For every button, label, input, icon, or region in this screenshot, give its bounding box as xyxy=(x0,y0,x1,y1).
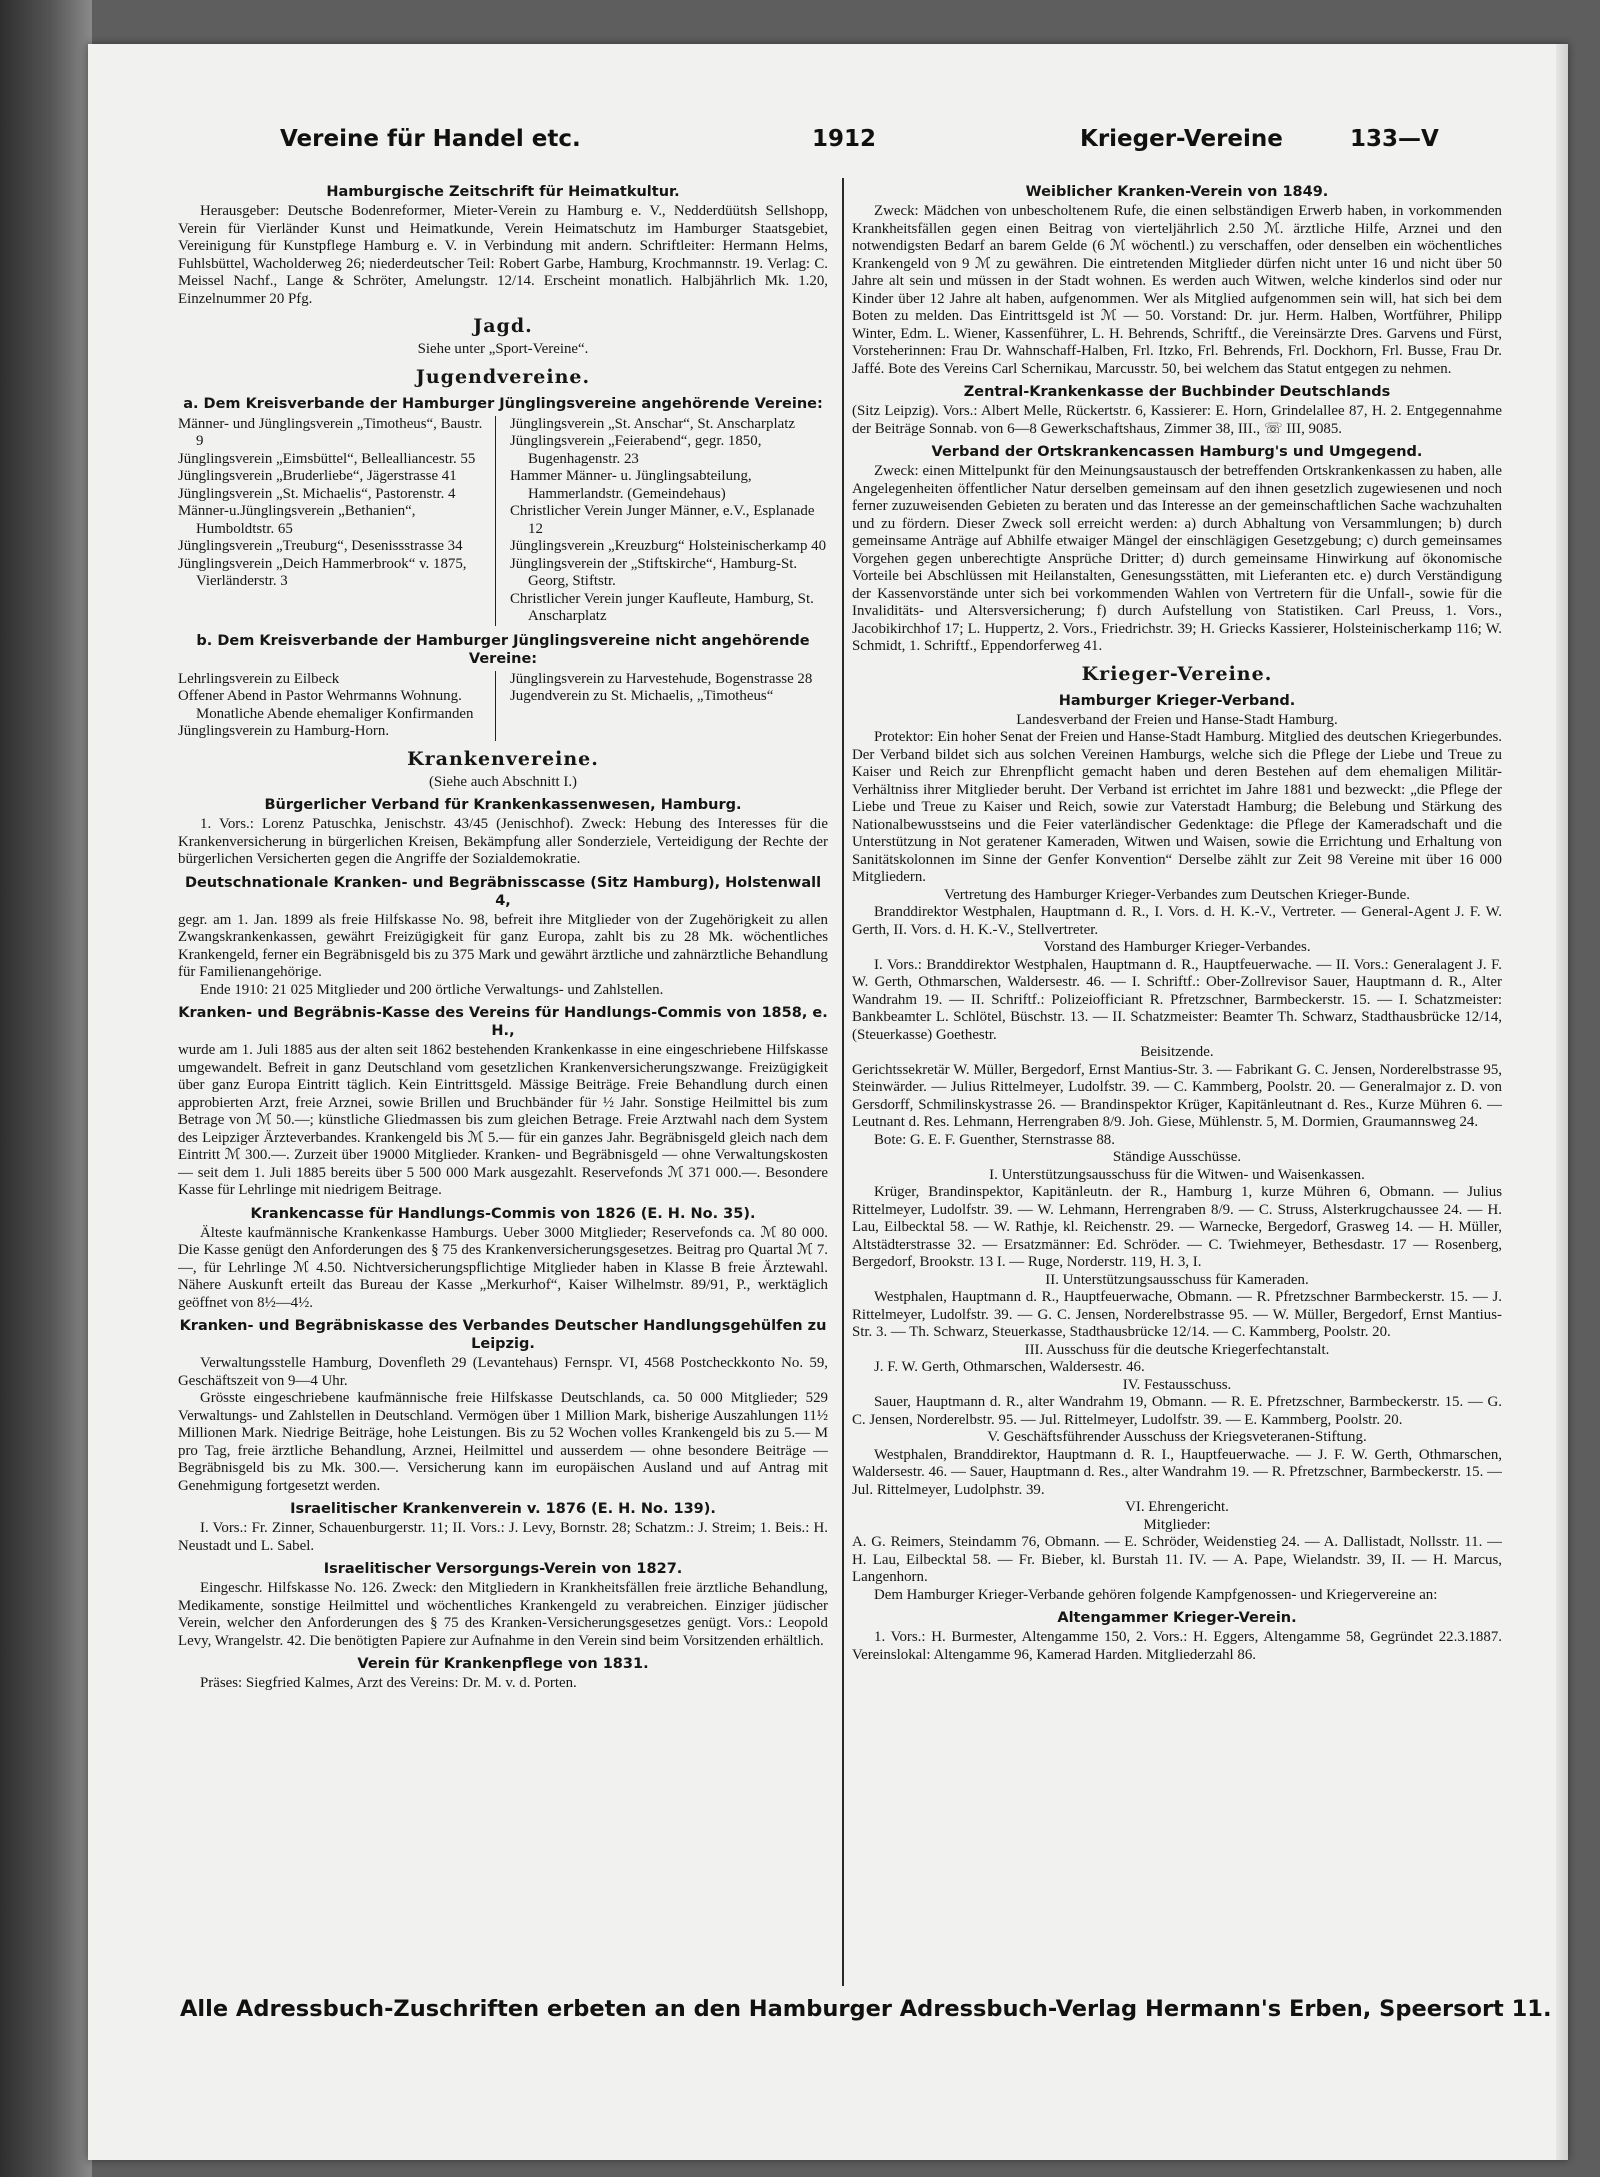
entry-text: Westphalen, Branddirektor, Hauptmann d. R. I., Hauptfeuerwache. — J. F. W. Gerth, Othmarschen, Waldersestr. 46. — Sauer, Hauptmann d. Res., alter Wandrahm 19. — R. Pfretzschner, Barmbeckerstr. 15. — Jul. Rittelmeyer, Ludolphstr. 39. xyxy=(852,1446,1502,1498)
entry-text: Zweck: einen Mittelpunkt für den Meinungsaustausch der betreffenden Ortskrankenkassen zu haben, alle Angelegenheiten öffentlicher Natur derselben gemeinsam auf den ihnen gesetzlich zugewiesenen und noch ferner zuzuweisenden Gebieten zu beraten und das Interesse an der gemeinschaftlichen Sache wachzuhalten und zu fördern. Dieser Zweck soll erreicht werden: a) durch Abhaltung von Versammlungen; b) durch gemeinsame Anträge auf Abhilfe etwaiger Mängel der einschlägigen Gesetzgebung; c) durch gemeinsames Vorgehen gegen unberechtigte Ansprüche Dritter; d) durch gemeinsame Hinwirkung auf ökonomische Vorteile bei Abschlüssen mit Heilanstalten, Genesungsstätten, mit Lieferanten etc. e) durch Verständigung der Kassenvorstände unter sich bei vorkommenden Wahlen von Vertretern für die Unfall-, sowie für die Invaliditäts- und Altersversicherung; f) durch Aufstellung von Statistiken. Carl Preuss, 1. Vors., Jacobikirchhof 17; L. Huppertz, 2. Vors., Friedrichstr. 39; H. Griecks Kassierer, Holsteinischerkamp 116; W. Schmidt, 1. Schriftf., Eppendorferweg 41. xyxy=(852,463,1502,654)
entry-title: Kranken- und Begräbnis-Kasse des Vereins für Handlungs-Commis von 1858, e. H., xyxy=(178,1005,828,1039)
entry-text: Verwaltungsstelle Hamburg, Dovenfleth 29 (Levantehaus) Fernspr. VI, 4568 Postcheckkonto No. 59, Geschäftszeit von 9—4 Uhr. xyxy=(178,1355,828,1389)
entry-title: Altengammer Krieger-Verein. xyxy=(1057,1610,1297,1626)
association-list-left xyxy=(178,416,496,626)
list-item: Jünglingsverein der „Stiftskirche“, Hamburg-St. Georg, Stiftstr. xyxy=(510,555,798,589)
entry-title: a. Dem Kreisverbande der Hamburger Jünglingsvereine angehörende Vereine: xyxy=(183,395,823,412)
list-item: Jünglingsverein „St. Michaelis“, Pastorenstr. 4 xyxy=(178,485,456,502)
entry-text: Eingeschr. Hilfskasse No. 126. Zweck: den Mitgliedern in Krankheitsfällen freie ärztliche Behandlung, Medikamente, sonstige Heilmittel und wöchentliches Krankengeld zu verabreichen. Einziger jüdischer Verein, welcher den Anforderungen des § 75 des Kranken-Versicherungsgesetzes genügt. Vors.: Leopold Levy, Wrangelstr. 42. Die benötigten Papiere zur Aufnahme in den Verein sind beim Vorsitzenden erhältlich. xyxy=(178,1580,828,1649)
entry-text: J. F. W. Gerth, Othmarschen, Waldersestr. 46. xyxy=(874,1359,1145,1375)
entry-title: Krankencasse für Handlungs-Commis von 1826 (E. H. No. 35). xyxy=(250,1205,756,1222)
centered-line: (Siehe auch Abschnitt I.) xyxy=(428,773,578,790)
entry-text: I. Vors.: Fr. Zinner, Schauenburgerstr. 11; II. Vors.: J. Levy, Bornstr. 28; Schatzm.: J. Streim; 1. Beis.: H. Neustadt und L. Sabel. xyxy=(178,1520,828,1554)
entry-title: b. Dem Kreisverbande der Hamburger Jünglingsvereine nicht angehörende Vereine: xyxy=(196,632,810,667)
centered-line: II. Unterstützungsausschuss für Kameraden. xyxy=(1045,1271,1309,1288)
entry-title: Israelitischer Versorgungs-Verein von 1827. xyxy=(323,1561,683,1577)
list-item: Jünglingsverein „Treuburg“, Desenissstrasse 34 xyxy=(178,538,463,554)
centered-line: VI. Ehrengericht. xyxy=(1125,1499,1229,1515)
running-head-section: Vereine für Handel etc. xyxy=(280,126,581,152)
list-item: Jünglingsverein „Kreuzburg“ Holsteinischerkamp 40 xyxy=(510,538,827,554)
entry-title: Hamburger Krieger-Verband. xyxy=(1058,692,1296,709)
list-item: Jünglingsverein „Feierabend“, gegr. 1850, Bugenhagenstr. 23 xyxy=(510,433,762,467)
section-heading: Jugendvereine. xyxy=(415,365,591,388)
centered-line: Landesverband der Freien und Hanse-Stadt Hamburg. xyxy=(1016,711,1338,728)
entry-text: Sauer, Hauptmann d. R., alter Wandrahm 19, Obmann. — R. E. Pfretzschner, Barmbeckerstr. 15. — G. C. Jensen, Norderelbstr. 95. — Jul. Rittelmeyer, Ludolfstr. 39. — E. Kammberg, Poolstr. 20. xyxy=(852,1394,1502,1428)
list-item: Jünglingsverein „St. Anschar“, St. Anscharplatz xyxy=(510,415,795,432)
running-head-year: 1912 xyxy=(812,126,877,152)
centered-line: Siehe unter „Sport-Vereine“. xyxy=(417,341,589,357)
entry-title: Deutschnationale Kranken- und Begräbnisscasse (Sitz Hamburg), Holstenwall 4, xyxy=(184,874,822,909)
centered-line: III. Ausschuss für die deutsche Kriegerfechtanstalt. xyxy=(1024,1341,1330,1358)
list-item: Christlicher Verein junger Kaufleute, Hamburg, St. Anscharplatz xyxy=(510,590,814,624)
centered-line: Beisitzende. xyxy=(1140,1044,1214,1060)
entry-title: Zentral-Krankenkasse der Buchbinder Deutschlands xyxy=(963,384,1391,400)
list-item: Jünglingsverein „Eimsbüttel“, Bellealliancestr. 55 xyxy=(178,450,476,467)
entry-text: I. Vors.: Branddirektor Westphalen, Hauptmann d. R., Hauptfeuerwache. — II. Vors.: Generalagent J. F. W. Gerth, Othmarschen, Waldersestr. 46. — I. Schriftf.: Ober-Zollrevisor Sauer, Hauptmann d. R., Alter Wandrahm 19. — II. Schriftf.: Polizeiofficiant R. Pfretzschner, Barmbeckerstr. 15. — I. Schatzmeister: Bankbeamter L. Schlötel, Büschstr. 13. — II. Schatzmeister: Beamter Th. Schwarz, Stadthausbrücke 12/14, (Steuerkasse) Goethestr. xyxy=(852,956,1502,1043)
centered-line: Vorstand des Hamburger Krieger-Verbandes. xyxy=(1043,939,1311,955)
scan-gutter-shadow xyxy=(0,0,92,2177)
list-item: Christlicher Verein Junger Männer, e.V., Esplanade 12 xyxy=(510,503,815,537)
entry-text: Herausgeber: Deutsche Bodenreformer, Mieter-Verein zu Hamburg e. V., Nedderdüütsh Sellshopp, Verein für Vierländer Kunst und Heimatkunde, Verein Heimatschutz im Hamburger Staatsgebiet, Vereinigung für Kunstpflege Hamburg e. V. in Verbindung mit andern. Schriftleiter: Hermann Helms, Fuhlsbüttel, Wacholderweg 26; niederdeutscher Teil: Robert Garbe, Hamburg, Krochmannstr. 19. Verlag: C. Meissel Nachf., Lange & Schröter, Amelungstr. 12/14. Erscheint monatlich. Halbjährlich Mk. 1.20, Einzelnummer 20 Pfg. xyxy=(178,203,828,307)
entry-title: Verein für Krankenpflege von 1831. xyxy=(357,1656,649,1672)
entry-text: Bote: G. E. F. Guenther, Sternstrasse 88. xyxy=(874,1131,1115,1148)
centered-line: Vertretung des Hamburger Krieger-Verbandes zum Deutschen Krieger-Bunde. xyxy=(944,886,1410,903)
association-list-left xyxy=(178,671,496,741)
page-edge xyxy=(1556,44,1568,2160)
entry-text: gegr. am 1. Jan. 1899 als freie Hilfskasse No. 98, befreit ihre Mitglieder von der Zugehörigkeit zu allen Zwangskrankenkassen, gewährt Freizügigkeit für ganz Europa, zahlt bis zu 28 Mk. wöchentliches Krankengeld, ferner ein Begräbnisgeld bis zu 375 Mark und gewährt ärztliche und zahnärztliche Behandlung für Familienangehörige. xyxy=(178,911,828,980)
entry-text: 1. Vors.: Lorenz Patuschka, Jenischstr. 43/45 (Jenischhof). Zweck: Hebung des Interesses für die Krankenversicherung in bürgerlichen Kreisen, Bekämpfung aller Sonderziele, Verteidigung der Rechte der bürgerlichen Versicherten gegen die Angriffe der Sozialdemokratie. xyxy=(178,816,828,867)
entry-text: Ende 1910: 21 025 Mitglieder und 200 örtliche Verwaltungs- und Zahlstellen. xyxy=(200,981,664,998)
entry-title: Verband der Ortskrankencassen Hamburg's und Umgegend. xyxy=(931,444,1423,460)
entry-title: Kranken- und Begräbniskasse des Verbandes Deutscher Handlungsgehülfen zu Leipzig. xyxy=(179,1318,827,1352)
entry-text: wurde am 1. Juli 1885 aus der alten seit 1862 bestehenden Krankenkasse in eine eingeschriebene Hilfskasse umgewandelt. Befreit in ganz Deutschland vom gesetzlichen Krankenversicherungszwange. Freizügigkeit über ganz Europa Eintritt täglich. Kein Eintrittsgeld. Mässige Beiträge. Freie Behandlung durch einen approbierten Arzt, freie Arznei, sowie Brillen und Bruchbänder für ½ Jahr. Sonstige Heilmittel bis zum Betrage von ℳ 50.—; künstliche Gliedmassen bis zum gleichen Betrage. Freie Arztwahl nach dem System des Leipziger Ärzteverbandes. Krankengeld bis ℳ 5.— für ein ganzes Jahr. Begräbnisgeld gleich nach dem Eintritt ℳ 300.—. Zurzeit über 19000 Mitglieder. Kranken- und Begräbnisgeld — ohne Verwaltungskosten — seit dem 1. Juli 1885 bereits über 5 500 000 Mark ausgezahlt. Reservefonds ℳ 371 000.—. Besondere Kasse für Lehrlinge mit niedrigem Beitrage. xyxy=(178,1042,828,1198)
section-heading: Jagd. xyxy=(473,315,533,337)
entry-text: A. G. Reimers, Steindamm 76, Obmann. — E. Schröder, Weidenstieg 24. — A. Dallistadt, Nollsstr. 11. — H. Lau, Eilbecktal 58. — Fr. Bieber, kl. Burstah 11. IV. — A. Pape, Wielandstr. 39, II. — H. Marcus, Langenhorn. xyxy=(852,1534,1502,1585)
list-item: Jünglingsverein zu Harvestehude, Bogenstrasse 28 xyxy=(510,670,813,687)
association-list-right xyxy=(510,671,828,741)
page-number: 133—V xyxy=(1350,126,1439,152)
list-item: Jünglingsverein zu Hamburg-Horn. xyxy=(178,723,390,739)
left-column xyxy=(178,178,828,1988)
entry-text: (Sitz Leipzig). Vors.: Albert Melle, Rückertstr. 6, Kassierer: E. Horn, Grindelallee 87, H. 2. Entgegennahme der Beiträge Sonnab. von 6—8 Gewerkschaftshaus, Zimmer 38, III., ☏ III, 9085. xyxy=(852,403,1502,437)
entry-text: Gerichtssekretär W. Müller, Bergedorf, Ernst Mantius-Str. 3. — Fabrikant G. C. Jensen, Norderelbstrasse 95, Steinwärder. — Julius Rittelmeyer, Ludolfstr. 39. — C. Kammberg, Poolstr. 20. — Generalmajor z. D. von Gersdorff, Schmilinskystrasse 26. — Brandinspektor Krüger, Kapitänleutnant d. Res., Kurze Mühren 6. — Leutnant d. Res. Lehmann, Herrengraben 8/9. Joh. Giese, Mühlenstr. 5, M. Dormien, Graumannsweg 24. xyxy=(852,1061,1502,1130)
entry-text: Krüger, Brandinspektor, Kapitänleutn. der R., Hamburg 1, kurze Mühren 6, Obmann. — Julius Rittelmeyer, Ludolfstr. 39. — W. Lehmann, Herrengraben 8/9. — C. Struss, Alsterkrugchaussee 24. — H. Lau, Eilbecktal 58. — W. Rathje, kl. Reichenstr. 29. — Warnecke, Bergedorf, Grasweg 14. — H. Müller, Altstädterstrasse 32. — Ersatzmänner: Ed. Schröder. — C. Twiehmeyer, Bethesdastr. 17 — Rosenberg, Bergedorf, Brookstr. 13 I. — Ruge, Norderstr. 119, H. 3, I. xyxy=(852,1184,1502,1270)
list-item: Jugendverein zu St. Michaelis, „Timotheus“ xyxy=(510,688,774,704)
section-heading: Krieger-Vereine. xyxy=(1081,662,1273,685)
association-list-right xyxy=(510,416,828,626)
centered-line: IV. Festausschuss. xyxy=(1122,1376,1232,1393)
list-item: Hammer Männer- u. Jünglingsabteilung, Hammerlandstr. (Gemeindehaus) xyxy=(510,468,752,502)
centered-line: Mitglieder: xyxy=(1143,1516,1211,1533)
section-heading: Krankenvereine. xyxy=(407,747,599,770)
list-item: Offener Abend in Pastor Wehrmanns Wohnung. Monatliche Abende ehemaliger Konfirmanden xyxy=(178,688,474,722)
list-item: Jünglingsverein „Bruderliebe“, Jägerstrasse 41 xyxy=(178,468,457,484)
entry-text: Zweck: Mädchen von unbescholtenem Rufe, die einen selbständigen Erwerb haben, in vorkommenden Krankheitsfällen gegen einen Beitrag von vierteljährlich 2.50 ℳ. ärztliche Hilfe, Arznei und den notwendigsten Bedarf an barem Gelde (6 ℳ wöchentl.) zu verschaffen, oder denselben ein wöchentliches Krankengeld von 9 ℳ zu gewähren. Die eintretenden Mitglieder dürfen nicht unter 16 und nicht über 50 Jahre alt sein und müssen in der Stadt wohnen. Es werden auch Witwen, welche kinderlos sind oder nur Kinder über 12 Jahre alt haben, aufgenommen. Wer als Mitglied aufgenommen sein will, hat sich bei dem Boten zu melden. Das Eintrittsgeld ist ℳ — 50. Vorstand: Dr. jur. Herm. Halben, Wortführer, Philipp Winter, Edm. L. Wiener, Kassenführer, L. H. Behrends, Schriftf., die Vereinsärzte Dres. Garvens und Fürst, Vorsteherinnen: Frau Dr. Wahnschaff-Halben, Frl. Itzko, Frl. Behrends, Frl. Dockhorn, Frl. Busse, Frau Dr. Jaffé. Bote des Vereins Carl Schernikau, Marcusstr. 50, bei welchem das Statut entgegen zu nehmen. xyxy=(852,203,1502,377)
entry-title: Hamburgische Zeitschrift für Heimatkultur. xyxy=(326,184,680,200)
association-list xyxy=(178,416,828,626)
list-item: Jünglingsverein „Deich Hammerbrook“ v. 1875, Vierländerstr. 3 xyxy=(178,555,467,589)
entry-text: 1. Vors.: H. Burmester, Altengamme 150, 2. Vors.: H. Eggers, Altengamme 58, Gegründet 22.3.1887. Vereinslokal: Altengamme 96, Kamerad Harden. Mitgliederzahl 86. xyxy=(852,1629,1502,1663)
entry-text: Grösste eingeschriebene kaufmännische freie Hilfskasse Deutschlands, ca. 50 000 Mitglieder; 529 Verwaltungs- und Zahlstellen in Deutschland. Vermögen über 1 Million Mark, bisherige Auszahlungen 11½ Millionen Mark. Niedrige Beiträge, hohe Leistungen. Bis zu 52 Wochen volles Krankengeld bis zu 5.— M pro Tag, freie ärztliche Behandlung, Arznei, Heilmittel und ausserdem — ohne besondere Beiträge — Begräbnisgeld bis zu Mk. 300.—. Versicherung kann im europäischen Ausland und auf Antrag mit Genehmigung fortgesetzt werden. xyxy=(178,1390,828,1494)
running-head xyxy=(280,126,1439,160)
right-column xyxy=(852,178,1502,1988)
entry-title: Bürgerlicher Verband für Krankenkassenwesen, Hamburg. xyxy=(264,797,742,813)
centered-line: Ständige Ausschüsse. xyxy=(1112,1149,1242,1165)
list-item: Lehrlingsverein zu Eilbeck xyxy=(178,670,340,687)
running-head-topic: Krieger-Vereine xyxy=(1080,126,1283,152)
entry-text: Protektor: Ein hoher Senat der Freien und Hanse-Stadt Hamburg. Mitglied des deutschen Kriegerbundes. Der Verband bildet sich aus solchen Vereinen Hamburgs, welche sich die Pflege der Liebe und Treue zu Kaiser und Reich zur Ehrenpflicht gemacht haben und deren Bestehen auf dem ehemaligen Militär-Verhältniss ihrer Mitglieder beruht. Der Verband ist errichtet im Jahre 1881 und bezweckt: „die Pflege der Liebe und Treue zu Kaiser und Reich, sowie zur Vaterstadt Hamburg; die Belebung und Stärkung des Nationalbewusstseins und die Feier vaterländischer Gedenktage: die Pflege der Kameradschaft und die Unterstützung in Not geratener Kameraden, Witwen und Waisen, sowie die Errichtung und Erhaltung von Sanitätskolonnen im Sinne der Genfer Konvention“ Derselbe zählt zur Zeit 98 Vereine mit über 16 000 Mitgliedern. xyxy=(852,729,1502,885)
entry-title: Weiblicher Kranken-Verein von 1849. xyxy=(1025,184,1329,200)
entry-text: Westphalen, Hauptmann d. R., Hauptfeuerwache, Obmann. — R. Pfretzschner Barmbeckerstr. 15. — J. Rittelmeyer, Ludolfstr. 39. — G. C. Jensen, Norderelbstrasse 95. — W. Müller, Bergedorf, Ernst Mantius-Str. 3. — Th. Schwarz, Steuerkasse, Stadthausbrücke 12/14. — C. Kammberg, Poolstr. 20. xyxy=(852,1289,1502,1340)
entry-text: Älteste kaufmännische Krankenkasse Hamburgs. Ueber 3000 Mitglieder; Reservefonds ca. ℳ 80 000. Die Kasse genügt den Anforderungen des § 75 des Krankenversicherungsgesetzes. Beitrag pro Quartal ℳ 7.—, für Lehrlinge ℳ 4.50. Nichtversicherungspflichtige Mitglieder haben in Klasse B freie Ärztewahl. Nähere Auskunft erteilt das Bureau der Kasse „Merkurhof“, Kaiser Wilhelmstr. 89/91, P., werktäglich geöffnet von 8½—4½. xyxy=(178,1224,828,1311)
centered-line: V. Geschäftsführender Ausschuss der Kriegsveteranen-Stiftung. xyxy=(987,1429,1367,1445)
list-item: Männer- und Jünglingsverein „Timotheus“, Baustr. 9 xyxy=(178,415,483,449)
entry-text: Dem Hamburger Krieger-Verbande gehören folgende Kampfgenossen- und Kriegervereine an: xyxy=(874,1586,1438,1603)
list-item: Männer-u.Jünglingsverein „Bethanien“, Humboldtstr. 65 xyxy=(178,503,416,537)
column-divider xyxy=(842,178,844,1986)
entry-text: Präses: Siegfried Kalmes, Arzt des Vereins: Dr. M. v. d. Porten. xyxy=(200,1675,577,1691)
entry-text: Branddirektor Westphalen, Hauptmann d. R., I. Vors. d. H. K.-V., Vertreter. — General-Agent J. F. W. Gerth, II. Vors. d. H. K.-V., Stellvertreter. xyxy=(852,904,1502,938)
page-footer-notice: Alle Adressbuch-Zuschriften erbeten an den Hamburger Adressbuch-Verlag Hermann's Erben, Speersort 11. xyxy=(180,1996,1552,2022)
association-list xyxy=(178,671,828,741)
entry-title: Israelitischer Krankenverein v. 1876 (E. H. No. 139). xyxy=(290,1501,716,1517)
centered-line: I. Unterstützungsausschuss für die Witwen- und Waisenkassen. xyxy=(989,1166,1365,1183)
